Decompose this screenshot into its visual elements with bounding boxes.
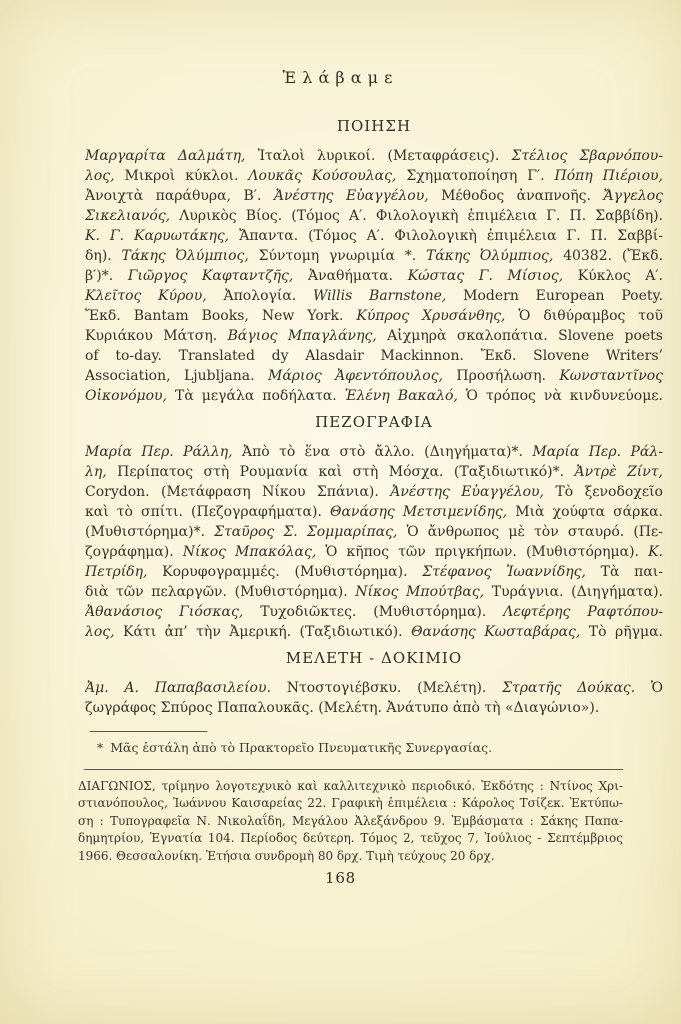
entry-text: ζωγράφος Σπύρος Παπαλουκᾶς. (Μελέτη. Ἀνάτυπο ἀπὸ τὴ «Διαγώνιο»). [85,700,600,716]
entry-text: δη). [85,248,122,264]
text-line [85,286,663,306]
text-line [85,522,663,542]
entry-text: Ἀπολογία. [206,288,314,304]
author-name: Ἀθανάσιος Γιόσκας, [85,604,244,620]
author-name: Κωνσταντῖνος [559,368,663,384]
entry-text: Ὁ κῆπος τῶν πριγκήπων. (Μυθιστόρημα). [316,544,649,560]
entry-text: Σχηματοποίηση Γ′. [396,168,555,184]
author-name: Κ. Γ. Καρυωτάκης, [85,228,230,244]
text-line [85,226,663,246]
entry-text: Τυράγνια. (Διηγήματα). [484,584,663,600]
colophon-line: δημητρίου, Ἐγνατία 104. Περίοδος δεύτερη. Τόμος 2, τεῦχος 7, Ἰούλιος - Σεπτέμβριος [78,831,623,846]
footnote [97,740,617,755]
entry-text: Κάτι ἀπ’ τὴν Ἀμερική. (Ταξιδιωτικό). [114,624,412,640]
author-name: Γιῶργος Καφταντζῆς, [127,268,294,284]
colophon [78,778,623,865]
entry-text: Μέθοδος ἀναπνοῆς. [428,188,604,204]
author-name: λος, [85,168,115,184]
author-name: Πετρίδη, [85,564,148,580]
author-name: Ἑλένη Βακαλό, [344,388,458,404]
author-name: Μαρία Περ. Ράλ- [532,444,663,460]
author-name: Σικελιανός, [85,208,171,224]
text-line [85,166,663,186]
author-name: Στέφανος Ἰωαννίδης, [422,564,586,580]
entry-text: Ὁ τρόπος νὰ κινδυνεύομε. [457,388,663,404]
text-line [85,462,663,482]
author-name: Τάκης Ὀλύμπιος, [121,248,249,264]
entry-text: Modern European Poety. [446,288,663,304]
entry-text: ζογράφημα). [85,544,183,560]
page-title: Ἐλάβαμε [282,68,399,87]
section-paragraph-essay [85,678,663,718]
colophon-line: ΔΙΑΓΩΝΙΟΣ, τρίμηνο λογοτεχνικὸ καὶ καλλιτεχνικὸ περιοδικό. Ἐκδότης : Ντίνος Χρι- [78,779,623,793]
author-name: Willis Barnstone, [313,288,447,304]
author-name: Τάκης Ὀλύμπιος, [425,248,554,264]
text-line [85,366,663,386]
author-name: Θανάσης Μετσιμενίδης, [330,504,508,520]
author-name: Οἰκονόμου, [85,388,168,404]
entry-text: Ὁ [635,680,663,696]
text-line [85,146,663,166]
text-line [85,246,663,266]
text-line [85,602,663,622]
entry-text: Περίπατος στὴ Ρουμανία καὶ στὴ Μόσχα. (Ταξιδιωτικό)*. [106,464,575,480]
entry-text: Κύκλος Α′. [563,268,663,284]
entry-text: Λυρικὸς Βίος. (Τόμος Α′. Φιλολογικὴ ἐπιμέλεια Γ. Π. Σαββίδη). [170,208,663,224]
author-name: Λεφτέρης Ραφτόπου- [503,604,663,620]
text-line [85,482,663,502]
entry-text: Τὰ παι- [585,564,663,580]
entry-text: Μιὰ χούφτα σάρκα. [507,504,663,520]
entry-text: β′)*. [85,268,128,284]
colophon-line: στιανόπουλος, Ἰωάννου Καισαρείας 22. Γραφικὴ ἐπιμέλεια : Κάρολος Τσίζεκ. Ἐκτύπω- [78,796,623,811]
text-line [85,186,663,206]
text-line [85,306,663,326]
author-name: Κύπρος Χρυσάνθης, [356,308,506,324]
entry-text: καὶ τὸ σπίτι. (Πεζογραφήματα). [85,504,330,520]
text-line [85,442,663,462]
entry-text: Κυριάκου Μάτση. [85,328,228,344]
section-heading-poetry: ΠΟΙΗΣΗ [336,117,412,135]
entry-text: Προσήλωση. [443,368,560,384]
text-line [85,346,663,366]
text-line [85,502,663,522]
sections [85,117,663,718]
text-line [85,542,663,562]
entry-text: Τὸ ξενοδοχεῖο [544,484,663,500]
text-line [85,698,663,718]
entry-text: Μικροὶ κύκλοι. [114,168,249,184]
author-name: Ἀνέστης Εὐαγγέλου, [273,188,429,204]
author-name: Ἀμ. Α. Παπαβασιλείου. [85,680,271,696]
text-line [85,206,663,226]
text-line [85,678,663,698]
author-name: Λουκᾶς Κούσουλας, [248,168,397,184]
author-name: λος, [85,624,115,640]
text-line [85,562,663,582]
author-name: Κλεῖτος Κύρου, [85,288,207,304]
author-name: Στρατῆς Δούκας. [502,680,636,696]
entry-text: Τὸ ρῆγμα. [580,624,663,640]
text-line [85,266,663,286]
entry-text: Ἰταλοὶ λυρικοί. (Μεταφράσεις). [245,148,512,164]
entry-text: Corydon. (Μετάφραση Νίκου Σπάνια). [85,484,391,500]
text-line [85,386,663,406]
entry-text: Αἰχμηρὰ σκαλοπάτια. Slovene poets [376,328,663,344]
entry-text: of to-day. Translated dy Alasdair Mackinnon. Ἔκδ. Slovene Writers’ [85,348,663,364]
author-name: Βάγιος Μπαγλάνης, [227,328,377,344]
entry-text: Ἀνοιχτὰ παράθυρα, Β′. [85,188,274,204]
section-heading-prose: ΠΕΖΟΓΡΑΦΙΑ [315,413,433,431]
author-name: Κ. [648,544,663,560]
author-name: Μαργαρίτα Δαλμάτη, [85,148,246,164]
entry-text: διὰ τῶν πελαργῶν. (Μυθιστόρημα). [85,584,356,600]
entry-text: Ἔκδ. Bantam Books, New York. [85,308,357,324]
entry-text: Σύντομη γνωριμία *. [248,248,426,264]
author-name: Μάριος Ἀφεντόπουλος, [267,368,444,384]
entry-text: Κορυφογραμμές. (Μυθιστόρημα). [147,564,423,580]
entry-text: Τὰ μεγάλα ποδήλατα. [167,388,345,404]
entry-text: Ντοστογιέβσκυ. (Μελέτη). [270,680,503,696]
footnote-marker: * [97,740,104,755]
entry-text: Ἄπαντα. (Τόμος Α′. Φιλολογικὴ ἐπιμέλεια Γ. Π. Σαββί- [229,228,663,244]
text-line [85,326,663,346]
author-name: λη, [85,464,107,480]
author-name: Ἀνέστης Εὐαγγέλου, [390,484,544,500]
entry-text: Ἀναθήματα. [293,268,408,284]
page-number: 168 [325,869,356,887]
entry-text: Τυχοδιῶκτες. (Μυθιστόρημα). [243,604,504,620]
author-name: Σταῦρος Σ. Σομμαρίπας, [214,524,398,540]
entry-text: Association, Ljubljana. [85,368,268,384]
colophon-rule [84,769,623,770]
text-line [85,622,663,642]
author-name: Στέλιος Σβαρνόπου- [511,148,663,164]
author-name: Μαρία Περ. Ράλλη, [85,444,233,460]
footnote-rule [90,731,207,732]
colophon-line: 1966. Θεσσαλονίκη. Ἐτήσια συνδρομὴ 80 δρχ. Τιμὴ τεύχους 20 δρχ. [78,848,495,863]
entry-text: Ὁ διθύραμβος τοῦ [505,308,663,324]
colophon-line: ση : Τυπογραφεῖα Ν. Νικολαΐδη, Μεγάλου Ἀλεξάνδρου 9. Ἐμβάσματα : Σάκης Παπα- [78,813,623,828]
entry-text: Ἀπὸ τὸ ἕνα στὸ ἄλλο. (Διηγήματα)*. [232,444,533,460]
author-name: Ἀντρὲ Ζίντ, [574,464,663,480]
entry-text: Ὁ ἄνθρωπος μὲ τὸν σταυρό. (Πε- [397,524,663,540]
footnote-text: Μᾶς ἐστάλη ἀπὸ τὸ Πρακτορεῖο Πνευματικῆς Συνεργασίας. [110,740,493,755]
author-name: Πόπη Πιέριου, [554,168,663,184]
section-paragraph-prose [85,442,663,642]
text-line [85,582,663,602]
author-name: Νίκος Μπακόλας, [182,544,317,560]
author-name: Νίκος Μπούτβας, [355,584,485,600]
author-name: Κώστας Γ. Μίσιος, [407,268,564,284]
entry-text: 40382. (Ἔκδ. [553,248,663,264]
section-paragraph-poetry [85,146,663,406]
author-name: Ἄγγελος [603,188,663,204]
section-heading-essay: ΜΕΛΕΤΗ - ΔΟΚΙΜΙΟ [285,649,463,667]
author-name: Θανάσης Κωσταβάρας, [411,624,581,640]
entry-text: (Μυθιστόρημα)*. [85,524,215,540]
